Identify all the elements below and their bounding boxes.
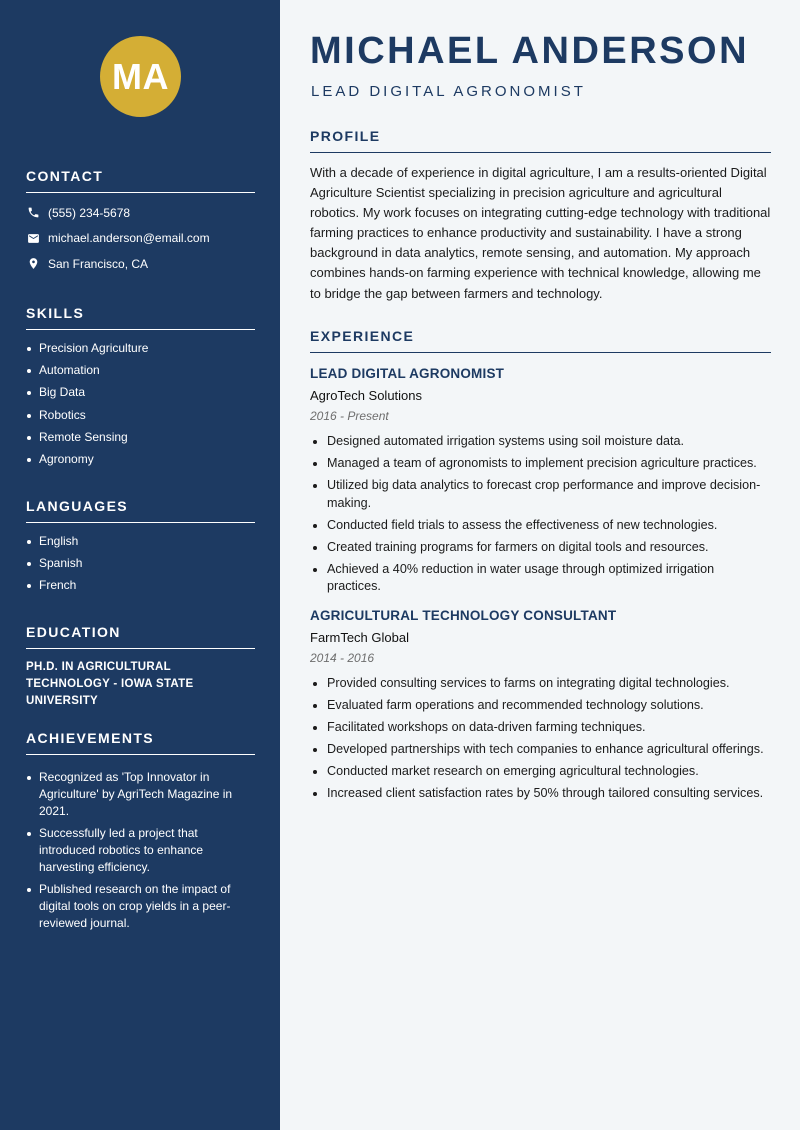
achievement-item: Recognized as 'Top Innovator in Agriculture' by AgriTech Magazine in 2021. — [26, 769, 255, 820]
job-bullet: Provided consulting services to farms on integrating digital technologies. — [310, 675, 771, 693]
phone-icon — [26, 206, 40, 220]
languages-heading: LANGUAGES — [26, 498, 255, 523]
languages-list — [26, 533, 255, 600]
job-bullet: Increased client satisfaction rates by 50% through tailored consulting services. — [310, 785, 771, 803]
avatar-initials: MA — [112, 55, 169, 97]
job-dates: 2014 - 2016 — [310, 650, 375, 665]
profile-section — [310, 128, 771, 304]
language-item: Spanish — [26, 555, 255, 577]
profile-text: With a decade of experience in digital agriculture, I am a results-oriented Digital Agriculture Scientist specializing in precision agriculture and agricultural robotics. My work focuses on integrating cutting-edge technology with traditional farming practices to enhance productivity and sustainability. I have a strong background in data analytics, remote sensing, and automation. My approach combines hands-on farming experience with technical knowledge, allowing me to bridge the gap between farmers and technology. — [310, 165, 771, 301]
contact-location — [26, 251, 255, 277]
job-entry — [310, 608, 771, 803]
education-section — [26, 624, 255, 710]
job-bullet: Managed a team of agronomists to implement precision agriculture practices. — [310, 455, 771, 473]
job-bullet: Designed automated irrigation systems using soil moisture data. — [310, 433, 771, 451]
education-degree: PH.D. IN AGRICULTURAL TECHNOLOGY - IOWA STATE UNIVERSITY — [26, 661, 194, 707]
candidate-name: MICHAEL ANDERSON — [310, 30, 750, 72]
profile-heading: PROFILE — [310, 128, 771, 153]
job-bullet: Facilitated workshops on data-driven farming techniques. — [310, 719, 771, 737]
achievement-item: Successfully led a project that introduced robotics to enhance harvesting efficiency. — [26, 825, 255, 876]
skills-section — [26, 305, 255, 473]
contact-phone — [26, 200, 255, 226]
sidebar — [0, 0, 280, 1130]
achievements-list — [26, 769, 255, 932]
skill-item: Automation — [26, 362, 255, 384]
email-icon — [26, 231, 40, 245]
job-dates: 2016 - Present — [310, 409, 389, 423]
job-company: FarmTech Global — [310, 629, 409, 645]
experience-section — [310, 328, 771, 807]
skill-item: Robotics — [26, 407, 255, 429]
job-entry — [310, 366, 771, 596]
achievement-item: Published research on the impact of digital tools on crop yields in a peer-reviewed journal. — [26, 881, 255, 932]
job-bullets — [310, 433, 771, 596]
job-bullet: Achieved a 40% reduction in water usage through optimized irrigation practices. — [310, 561, 771, 596]
skills-heading: SKILLS — [26, 305, 255, 330]
job-title: AGRICULTURAL TECHNOLOGY CONSULTANT — [310, 607, 617, 623]
job-bullets — [310, 675, 771, 803]
skill-item: Remote Sensing — [26, 429, 255, 451]
contact-heading: CONTACT — [26, 168, 255, 193]
candidate-role: LEAD DIGITAL AGRONOMIST — [311, 83, 586, 100]
languages-section — [26, 498, 255, 600]
job-title: LEAD DIGITAL AGRONOMIST — [310, 366, 505, 381]
language-item: English — [26, 533, 255, 555]
skill-item: Agronomy — [26, 451, 255, 473]
job-bullet: Conducted field trials to assess the effectiveness of new technologies. — [310, 517, 771, 535]
contact-email — [26, 226, 255, 252]
language-item: French — [26, 577, 255, 599]
main-content — [280, 0, 800, 1130]
experience-heading: EXPERIENCE — [310, 328, 771, 353]
contact-section — [26, 168, 255, 277]
skills-list — [26, 340, 255, 473]
job-bullet: Developed partnerships with tech companies to enhance agricultural offerings. — [310, 741, 771, 759]
skill-item: Precision Agriculture — [26, 340, 255, 362]
phone-text: (555) 234-5678 — [48, 205, 131, 220]
job-bullet: Conducted market research on emerging agricultural technologies. — [310, 763, 771, 781]
job-bullet: Created training programs for farmers on digital tools and resources. — [310, 539, 771, 557]
skill-item: Big Data — [26, 384, 255, 406]
education-heading: EDUCATION — [26, 624, 255, 649]
achievements-section — [26, 730, 255, 937]
job-bullet: Utilized big data analytics to forecast crop performance and improve decision-making. — [310, 477, 771, 512]
job-bullet: Evaluated farm operations and recommended technology solutions. — [310, 697, 771, 715]
location-text: San Francisco, CA — [48, 256, 149, 271]
job-company: AgroTech Solutions — [310, 388, 423, 403]
avatar — [100, 36, 181, 117]
achievements-heading: ACHIEVEMENTS — [26, 730, 255, 755]
location-pin-icon — [26, 257, 40, 271]
email-text: michael.anderson@email.com — [48, 231, 210, 246]
